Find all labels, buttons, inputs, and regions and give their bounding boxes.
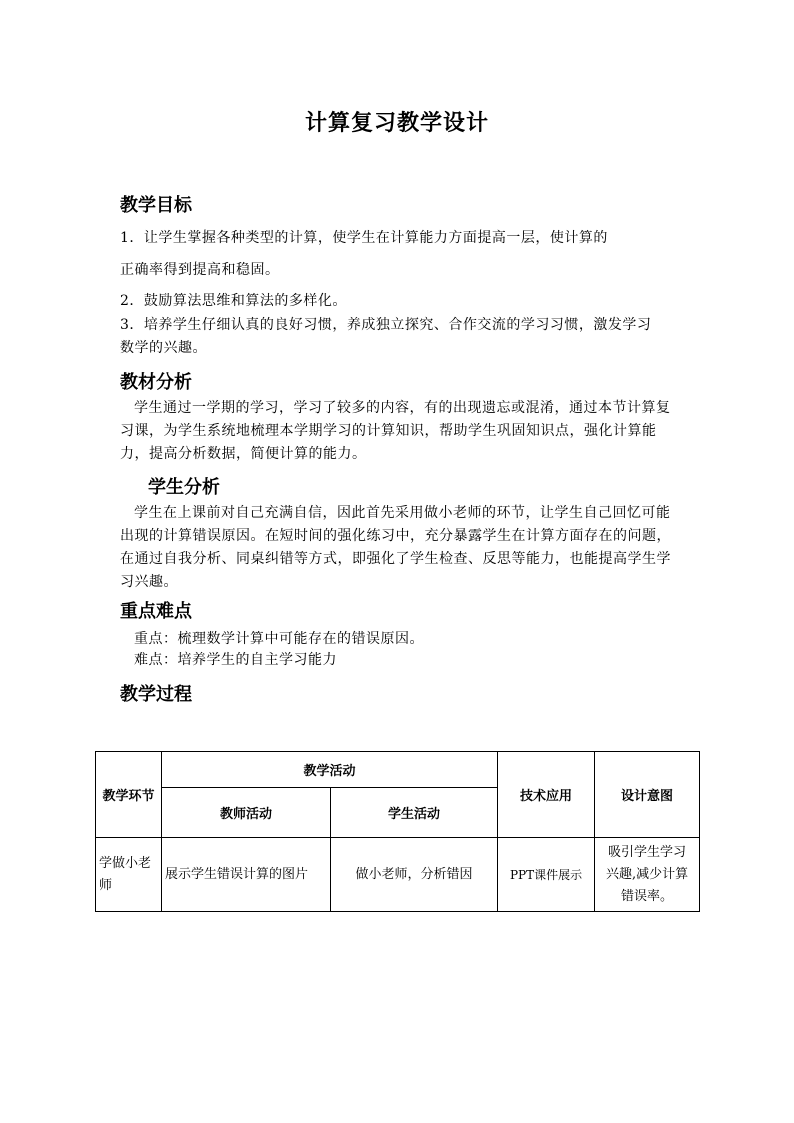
row-tech: PPT课件展示 bbox=[498, 838, 595, 912]
header-tech: 技术应用 bbox=[498, 752, 595, 838]
page-title: 计算复习教学设计 bbox=[304, 111, 489, 136]
row-student: 做小老师，分析错因 bbox=[331, 838, 498, 912]
row-intent: 吸引学生学习兴趣,减少计算错误率。 bbox=[595, 838, 700, 912]
heading-keypoints: 重点难点 bbox=[120, 601, 192, 622]
heading-process: 教学过程 bbox=[120, 684, 192, 705]
header-activity: 教学活动 bbox=[162, 752, 498, 788]
table-row bbox=[96, 838, 700, 912]
material-text: 学生通过一学期的学习，学习了较多的内容，有的出现遗忘或混淆，通过本节计算复习课，为学生系统地梳理本学期学习的计算知识，帮助学生巩固知识点，强化计算能力，提高分析数据，简便计算的能力。 bbox=[120, 400, 671, 462]
row-teacher: 展示学生错误计算的图片 bbox=[162, 838, 331, 912]
heading-material: 教材分析 bbox=[120, 372, 192, 393]
process-table bbox=[95, 751, 700, 912]
header-intent: 设计意图 bbox=[595, 752, 700, 838]
header-teacher: 教师活动 bbox=[162, 788, 331, 838]
key-point: 重点：梳理数学计算中可能存在的错误原因。 bbox=[134, 631, 424, 647]
row-stage: 学做小老师 bbox=[96, 838, 162, 912]
heading-goals: 教学目标 bbox=[120, 195, 192, 216]
difficult-point: 难点：培养学生的自主学习能力 bbox=[134, 652, 337, 668]
students-text: 学生在上课前对自己充满自信，因此首先采用做小老师的环节，让学生自己回忆可能出现的计算错误原因。在短时间的强化练习中，充分暴露学生在计算方面存在的问题，在通过自我分析、同桌纠错等方式，即强化了学生检查、反思等能力，也能提高学生学习兴趣。 bbox=[120, 505, 671, 590]
goal-item-3: 3．培养学生仔细认真的良好习惯，养成独立探究、合作交流的学习习惯，激发学习数学的兴趣。 bbox=[120, 317, 652, 356]
goal-item-1-cont: 正确率得到提高和稳固。 bbox=[120, 262, 280, 278]
header-stage: 教学环节 bbox=[96, 752, 162, 838]
heading-students: 学生分析 bbox=[148, 477, 220, 498]
goal-item-2: 2．鼓励算法思维和算法的多样化。 bbox=[120, 293, 347, 309]
goal-item-1: 1．让学生掌握各种类型的计算，使学生在计算能力方面提高一层，使计算的 bbox=[120, 230, 608, 246]
header-student: 学生活动 bbox=[331, 788, 498, 838]
